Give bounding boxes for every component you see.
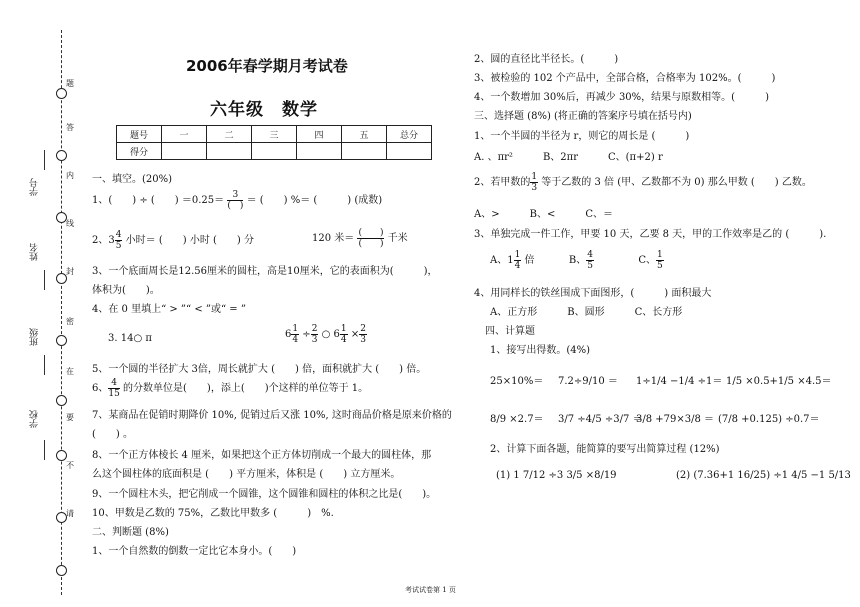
numerator: 2 — [360, 324, 366, 334]
binding-char: 题 — [66, 79, 74, 88]
calc-2-a: (1) 1 7/12 ÷3 3/5 ×8/19 — [496, 470, 617, 481]
fraction — [359, 324, 367, 345]
page-footer: 考试试卷第 1 页 — [405, 586, 456, 594]
binding-char: 要 — [66, 413, 74, 422]
choice-3-options — [490, 250, 664, 271]
binding-char: 在 — [66, 367, 74, 376]
numerator: 4 — [115, 230, 122, 240]
question-text: 等于乙数的 3 倍 (甲、乙数都不为 0) 那么甲数 ( ) 乙数。 — [541, 177, 812, 188]
label-student-id: 学号 — [30, 178, 40, 196]
question-text: 6 — [285, 329, 292, 340]
fraction — [530, 172, 538, 193]
binding-char: 封 — [66, 267, 74, 276]
table-header: 四 — [297, 126, 342, 143]
numerator: 3 — [227, 190, 243, 201]
question-text: 2、3 — [92, 235, 115, 246]
question-3-cont: 体积为( )。 — [92, 285, 160, 296]
judge-1: 1、一个自然数的倒数一定比它本身小。( ) — [92, 546, 297, 557]
question-8: 8、一个正方体棱长 4 厘米，如果把这个正方体切削成一个最大的圆柱体，那 — [92, 450, 432, 461]
calc-item: (7/8 +0.125) ÷0.7＝ — [718, 414, 820, 425]
table-header: 题号 — [117, 126, 162, 143]
calc-item: 8/9 ×2.7＝ — [490, 414, 544, 425]
fill-line — [44, 440, 45, 460]
binding-hole — [56, 88, 67, 99]
question-10: 10、甲数是乙数的 75%，乙数比甲数多 ( ) %. — [92, 508, 334, 519]
question-4: 4、在 0 里填上“ > ”“ < ”或“ = ” — [92, 304, 246, 315]
question-1 — [92, 190, 382, 211]
fraction — [514, 250, 522, 271]
choice-2-options: A、> B、< C、＝ — [474, 209, 613, 220]
table-header: 总分 — [387, 126, 432, 143]
numerator: 1 — [514, 250, 521, 260]
label-class: 班级 — [30, 328, 40, 346]
binding-hole — [56, 395, 67, 406]
score-cell[interactable] — [207, 143, 252, 160]
calc-item: 3/8 +79×3/8 ＝ — [636, 414, 715, 425]
fill-line — [44, 355, 45, 375]
fraction — [115, 230, 123, 251]
calc-item: 3/7 ÷4/5 ÷3/7 ＝ — [558, 414, 643, 425]
question-9: 9、一个圆柱木头，把它削成一个圆锥，这个圆锥和圆柱的体积之比是( )。 — [92, 489, 437, 500]
fraction — [108, 378, 119, 399]
score-cell[interactable] — [252, 143, 297, 160]
numerator: 4 — [587, 250, 593, 260]
question-text: 千米 — [387, 233, 408, 244]
denominator: 5 — [587, 261, 593, 271]
judge-2: 2、圆的直径比半径长。( ) — [474, 54, 619, 65]
question-2-part-b — [312, 228, 408, 249]
exam-subtitle: 六年级 数学 — [210, 100, 318, 120]
section-judge: 二、判断题 (8%) — [92, 527, 169, 538]
operator: ÷ — [302, 329, 311, 340]
choice-4-options: A、正方形 B、圆形 C、长方形 — [490, 307, 683, 318]
section-fill-in: 一、填空。(20%) — [92, 174, 173, 185]
calc-item: 1÷1/4 −1/4 ÷1＝ — [636, 376, 723, 387]
score-cell[interactable] — [342, 143, 387, 160]
binding-char: 答 — [66, 123, 74, 132]
score-cell[interactable] — [162, 143, 207, 160]
fill-line — [44, 150, 45, 170]
binding-hole — [56, 335, 67, 346]
calc-2: 2、计算下面各题，能简算的要写出简算过程 (12%) — [490, 444, 720, 455]
denominator: 3 — [531, 183, 538, 193]
option-a: A、1 — [490, 255, 514, 266]
compare-b — [285, 324, 367, 345]
section-calc: 四、计算题 — [485, 326, 535, 337]
judge-4: 4、一个数增加 30%后，再减少 30%，结果与原数相等。( ) — [474, 92, 769, 103]
numerator: 2 — [311, 324, 318, 334]
label-name: 姓名 — [30, 243, 40, 261]
binding-char: 线 — [66, 219, 74, 228]
operator: × — [350, 329, 360, 340]
question-text: 小时＝ ( ) 小时 ( ) 分 — [125, 235, 254, 246]
section-choice: 三、选择题 (8%) (将正确的答案序号填在括号内) — [474, 111, 692, 122]
judge-3: 3、被检验的 102 个产品中，全部合格，合格率为 102%。( ) — [474, 73, 776, 84]
calc-1: 1、接写出得数。(4%) — [490, 345, 591, 356]
numerator: 1 — [657, 250, 663, 260]
denominator: 3 — [311, 335, 318, 345]
fraction — [227, 190, 243, 211]
question-text: 6、 — [92, 383, 109, 394]
question-7: 7、某商品在促销时期降价 10%, 促销过后又涨 10%, 这时商品价格是原来价格的 — [92, 410, 452, 421]
fraction — [340, 324, 348, 345]
option-a-unit: 倍 — [524, 255, 535, 266]
fraction — [311, 324, 319, 345]
fill-line — [44, 270, 45, 290]
question-2 — [92, 230, 254, 251]
binding-dashed-line — [61, 30, 62, 595]
binding-hole — [56, 150, 67, 161]
compare-a: 3. 14○ π — [108, 333, 152, 344]
binding-hole — [56, 565, 67, 576]
binding-char: 请 — [66, 509, 74, 518]
option-c: C、 — [638, 255, 657, 266]
question-text: 的分数单位是( )，添上( )个这样的单位等于 1。 — [123, 383, 369, 394]
denominator: 3 — [360, 335, 366, 345]
option-b: B、 — [568, 255, 587, 266]
choice-1: 1、一个半圆的半径为 r，则它的周长是 ( ) — [474, 131, 690, 142]
binding-char: 密 — [66, 317, 74, 326]
question-text: 2、若甲数的 — [474, 177, 531, 188]
score-row-label: 得分 — [117, 143, 162, 160]
calc-item: 25×10%＝ — [490, 376, 544, 387]
table-header: 二 — [207, 126, 252, 143]
numerator: 1 — [531, 172, 538, 182]
numerator: 1 — [292, 324, 299, 334]
numerator: 1 — [340, 324, 347, 334]
denominator: 4 — [292, 335, 299, 345]
question-3: 3、一个底面周长是12.56厘米的圆柱，高是10厘米，它的表面积为( )， — [92, 266, 438, 277]
calc-item: 7.2÷9/10 ＝ — [558, 376, 618, 387]
denominator: ( ) — [358, 239, 384, 249]
table-header: 三 — [252, 126, 297, 143]
question-5: 5、一个圆的半径扩大 3倍，周长就扩大 ( ) 倍，面积就扩大 ( ) 倍。 — [92, 364, 427, 375]
operator: ○ 6 — [321, 329, 340, 340]
numerator: 4 — [108, 378, 119, 389]
fraction — [656, 250, 664, 271]
question-8-cont: 么这个圆柱体的底面积是 ( ) 平方厘米，体积是 ( ) 立方厘米。 — [92, 469, 401, 480]
fraction — [357, 228, 384, 249]
choice-4: 4、用同样长的铁丝围成下面图形，( ) 面积最大 — [474, 288, 712, 299]
calc-item: 1/5 ×0.5+1/5 ×4.5＝ — [726, 376, 832, 387]
fraction — [586, 250, 594, 271]
binding-char: 内 — [66, 171, 74, 180]
exam-title: 2006年春学期月考试卷 — [186, 57, 348, 75]
score-table — [116, 125, 432, 160]
denominator: 5 — [657, 261, 663, 271]
fraction — [291, 324, 299, 345]
label-school: 学校 — [30, 410, 40, 428]
denominator: 4 — [514, 261, 521, 271]
table-row — [117, 126, 432, 143]
table-header: 一 — [162, 126, 207, 143]
denominator: 15 — [108, 389, 120, 399]
question-text: 120 米＝ — [312, 233, 355, 244]
numerator: ( ) — [358, 228, 384, 238]
table-header: 五 — [342, 126, 387, 143]
choice-2 — [474, 172, 812, 193]
table-row — [117, 143, 432, 160]
choice-3: 3、单独完成一件工作，甲要 10 天，乙要 8 天，甲的工作效率是乙的 ( ). — [474, 229, 827, 240]
question-7-cont: ( ) 。 — [92, 429, 133, 440]
denominator: 4 — [340, 335, 347, 345]
score-cell[interactable] — [297, 143, 342, 160]
choice-1-options: A. 、πr² B、2πr C、(π+2) r — [474, 152, 663, 163]
question-text: 1、( ) ÷ ( ) ＝0.25＝ — [92, 195, 225, 206]
score-cell[interactable] — [387, 143, 432, 160]
denominator: ( ) — [227, 201, 244, 211]
calc-2-b: (2) (7.36+1 16/25) ÷1 4/5 −1 5/13 — [676, 470, 851, 481]
binding-char: 不 — [66, 461, 74, 470]
question-6 — [92, 378, 368, 399]
question-text: ＝ ( ) %＝ ( ) (成数) — [246, 195, 383, 206]
denominator: 5 — [115, 241, 122, 251]
